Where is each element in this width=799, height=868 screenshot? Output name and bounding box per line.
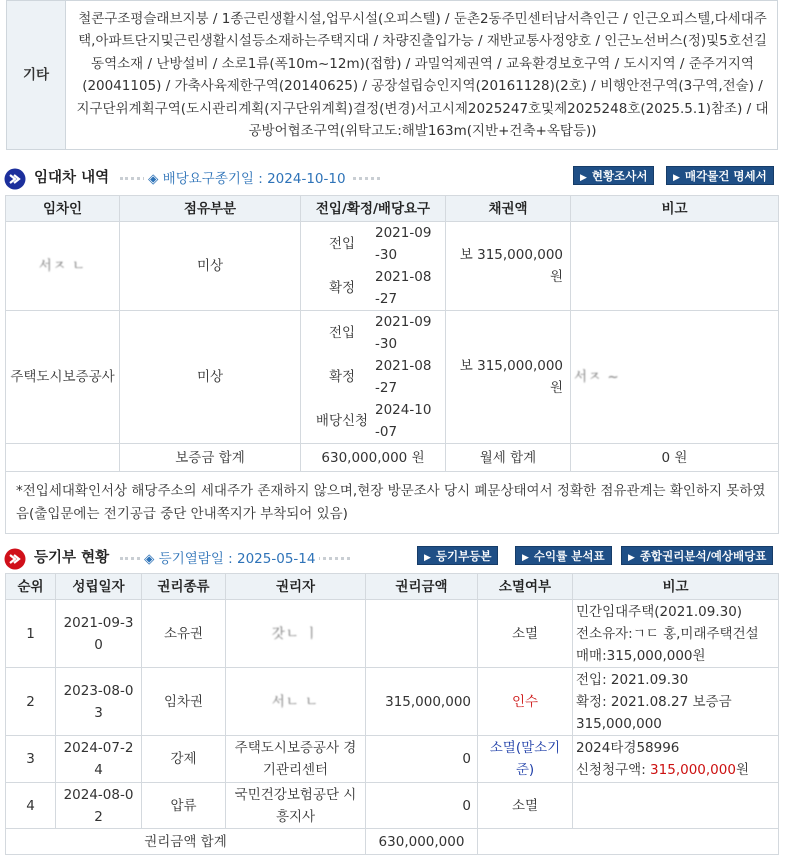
right-type: 압류 (142, 783, 226, 829)
lease-table (5, 195, 779, 534)
right-amount: 0 (366, 736, 478, 783)
dividend-deadline-date: ◈ 배당요구종기일 : 2024-10-10 (144, 168, 350, 190)
right-type: 임차권 (142, 668, 226, 736)
register-note: 전입: 2021.09.30 확정: 2021.08.27 보증금 315,000,000 (573, 668, 779, 736)
rank: 3 (6, 736, 56, 783)
occupancy: 미상 (120, 222, 301, 311)
table-row (6, 783, 779, 829)
tenant-name: 주택도시보증공사 (6, 311, 120, 444)
register-table (5, 573, 779, 855)
yield-analysis-button[interactable]: ▶ 수익률 분석표 (515, 546, 612, 565)
lease-dates: 전입 2021-09-30 확정 2021-08-27 (301, 222, 446, 311)
arrow-circle-icon (4, 548, 26, 570)
extinction-status: 소멸 (478, 600, 573, 668)
register-section-header (4, 546, 779, 570)
col-occupancy: 점유부분 (120, 196, 301, 222)
right-amount: 315,000,000 (366, 668, 478, 736)
claim-amount: 보 315,000,000원 (446, 311, 571, 444)
rights-analysis-button[interactable]: ▶ 종합권리분석/예상배당표 (621, 546, 773, 565)
table-row (6, 736, 779, 783)
register-note (573, 783, 779, 829)
sale-item-spec-button[interactable]: ▶ 매각물건 명세서 (666, 166, 774, 185)
col-amount: 권리금액 (366, 574, 478, 600)
misc-info-table (6, 0, 778, 150)
extinction-status[interactable]: 소멸(말소기준) (478, 736, 573, 783)
monthly-total: 0 원 (571, 444, 779, 472)
table-row (6, 600, 779, 668)
col-date: 성립일자 (56, 574, 142, 600)
register-note: 민간임대주택(2021.09.30) 전소유자:ㄱㄷ 홍,미래주택건설 매매:315,000,000원 (573, 600, 779, 668)
right-amount (366, 600, 478, 668)
lease-section-header (4, 166, 779, 190)
col-rank: 순위 (6, 574, 56, 600)
table-row (6, 311, 779, 444)
status-report-button[interactable]: ▶ 현황조사서 (573, 166, 654, 185)
right-holder: 갓ㄴ ㅣ (226, 600, 366, 668)
claim-amount: 보 315,000,000원 (446, 222, 571, 311)
date: 2023-08-03 (56, 668, 142, 736)
lease-section-title: 임대차 내역 (34, 170, 110, 186)
col-note: 비고 (573, 574, 779, 600)
tenant-name: 서ㅈ ㄴ (6, 222, 120, 311)
col-amount: 채권액 (446, 196, 571, 222)
col-tenant: 임차인 (6, 196, 120, 222)
date: 2024-07-24 (56, 736, 142, 783)
right-type: 소유권 (142, 600, 226, 668)
rank: 4 (6, 783, 56, 829)
register-total-row (6, 829, 779, 855)
extinction-status: 소멸 (478, 783, 573, 829)
deposit-total-label: 보증금 합계 (120, 444, 301, 472)
rank: 2 (6, 668, 56, 736)
lease-note (571, 222, 779, 311)
deposit-total-row (6, 444, 779, 472)
col-status: 소멸여부 (478, 574, 573, 600)
rank: 1 (6, 600, 56, 668)
register-copy-button[interactable]: ▶ 등기부등본 (417, 546, 498, 565)
occupancy: 미상 (120, 311, 301, 444)
deposit-total: 630,000,000 원 (301, 444, 446, 472)
misc-text: 철콘구조평슬래브지붕 / 1종근린생활시설,업무시설(오피스텔) / 둔촌2동주민센터남서측인근 / 인근오피스텔,다세대주택,아파트단지및근린생활시설등소재하는주택지대 / 차량진출입가능 / 재반교통사정양호 / 인근노선버스(정)및5호선길동역소재 / 난방설비 / 소로1류(폭10m~12m)(접함) / 과밀억제권역 / 교육환경보호구역 / 도시지역 / 준주거지역(20041105) / 가축사육제한구역(20140625) / 공장설립승인지역(20161128)(2호) / 비행안전구역(3구역,전술) / 지구단위계획구역(도시관리계획(지구단위계획)결정(변경)서고시제2025247호및제2025248호(2025.5.1)참조) / 대공방어협조구역(위탁고도:해발163m(지반+건축+옥탑등)) (66, 1, 778, 150)
chevron-right-icon: ▶ (628, 553, 635, 563)
monthly-total-label: 월세 합계 (446, 444, 571, 472)
date: 2021-09-30 (56, 600, 142, 668)
date: 2024-08-02 (56, 783, 142, 829)
register-total-label: 권리금액 합계 (6, 829, 366, 855)
chevron-right-icon: ▶ (673, 173, 680, 183)
lease-note: 서ㅈ ~ (571, 311, 779, 444)
right-amount: 0 (366, 783, 478, 829)
table-row (6, 222, 779, 311)
register-view-date: ◈ 등기열람일 : 2025-05-14 (140, 548, 319, 570)
col-type: 권리종류 (142, 574, 226, 600)
col-holder: 권리자 (226, 574, 366, 600)
chevron-right-icon: ▶ (522, 553, 529, 563)
right-holder: 서ㄴ ㄴ (226, 668, 366, 736)
right-type: 강제 (142, 736, 226, 783)
register-total-amount: 630,000,000 (366, 829, 478, 855)
col-note: 비고 (571, 196, 779, 222)
col-dates: 전입/확정/배당요구 (301, 196, 446, 222)
register-note: 2024타경58996 신청청구액: 315,000,000원 (573, 736, 779, 783)
arrow-circle-icon (4, 168, 26, 190)
table-row (6, 668, 779, 736)
lease-dates: 전입 2021-09-30 확정 2021-08-27 배당신청 2024-10-07 (301, 311, 446, 444)
right-holder: 주택도시보증공사 경기관리센터 (226, 736, 366, 783)
right-holder: 국민건강보험공단 시흥지사 (226, 783, 366, 829)
lease-footnote: *전입세대확인서상 해당주소의 세대주가 존재하지 않으며,현장 방문조사 당시 폐문상태여서 정확한 점유관계는 확인하지 못하였음(출입문에는 전기공급 중단 안내쪽지가 부착되어 있음) (6, 472, 779, 534)
misc-label: 기타 (7, 1, 66, 150)
chevron-right-icon: ▶ (580, 173, 587, 183)
chevron-right-icon: ▶ (424, 553, 431, 563)
register-section-title: 등기부 현황 (34, 550, 110, 566)
extinction-status: 인수 (478, 668, 573, 736)
